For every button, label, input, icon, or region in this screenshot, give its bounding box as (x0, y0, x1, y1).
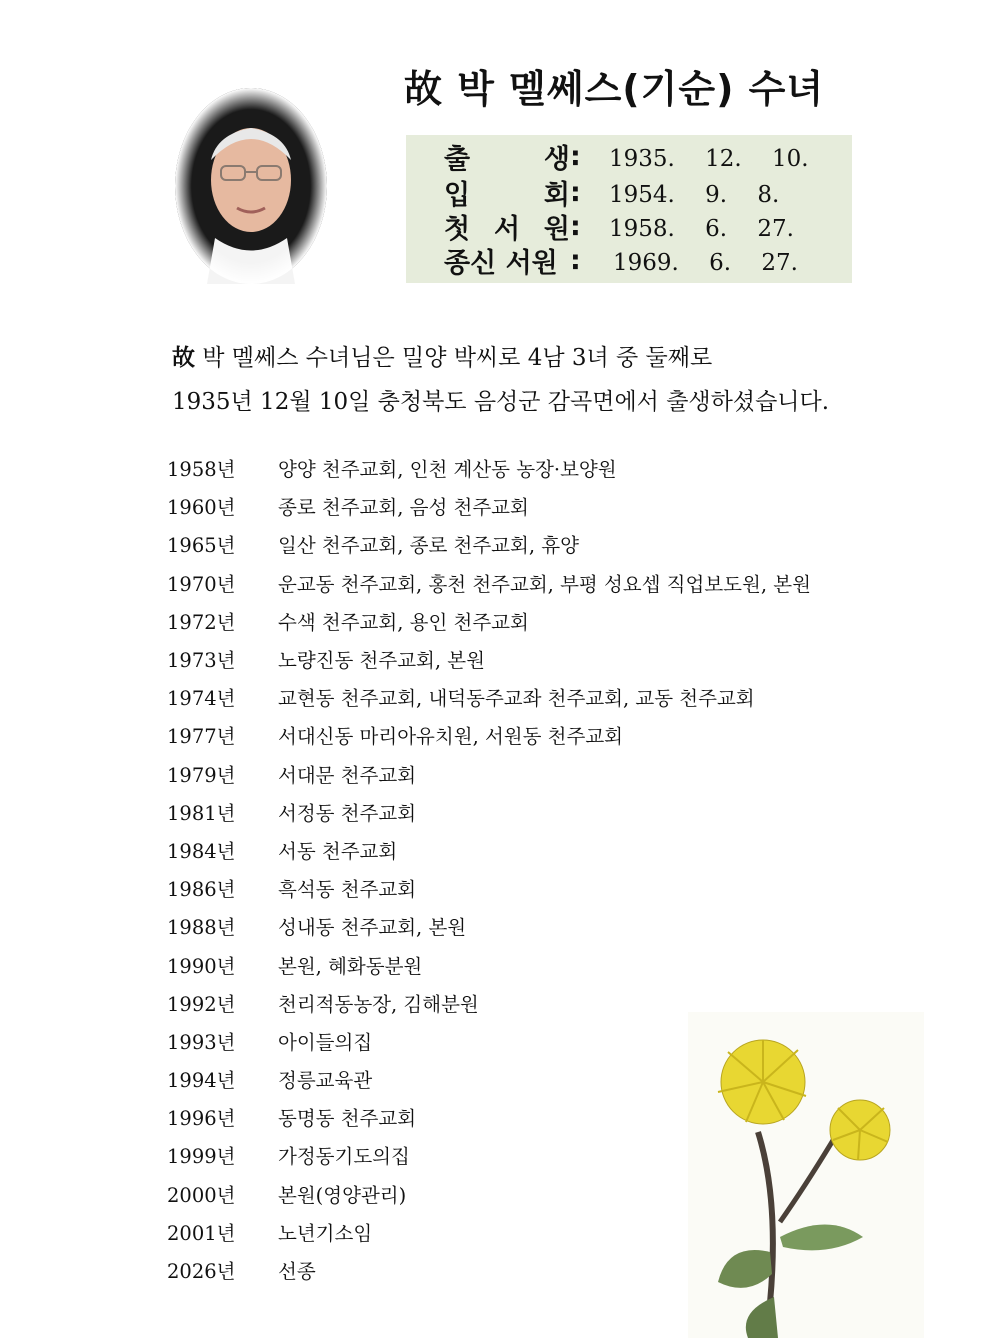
vows-info-box (406, 135, 852, 283)
info-label: 종신 서원 (444, 247, 558, 279)
timeline-year: 1984년 (167, 839, 236, 863)
timeline-assignment: 노량진동 천주교회, 본원 (278, 649, 485, 673)
timeline-assignment: 가정동기도의집 (278, 1145, 410, 1169)
info-label: 입 회 (444, 179, 570, 211)
timeline-assignment: 종로 천주교회, 음성 천주교회 (278, 496, 529, 520)
timeline-row (167, 449, 967, 487)
info-row-birth (406, 139, 852, 173)
info-label: 첫 서 원 (444, 213, 570, 245)
timeline-row (167, 907, 967, 945)
info-label: 출 생 (444, 143, 570, 175)
timeline-assignment: 양양 천주교회, 인천 계산동 농장·보양원 (278, 458, 617, 482)
chrysanthemum-illustration (688, 1012, 924, 1338)
timeline-assignment: 선종 (278, 1260, 316, 1284)
timeline-year: 1990년 (167, 954, 236, 978)
timeline-assignment: 운교동 천주교회, 홍천 천주교회, 부평 성요셉 직업보도원, 본원 (278, 572, 811, 596)
timeline-year: 1974년 (167, 687, 236, 711)
intro-line-2: 1935년 12월 10일 충청북도 음성군 감곡면에서 출생하셨습니다. (172, 389, 830, 415)
timeline-year: 1992년 (167, 992, 236, 1016)
timeline-row (167, 793, 967, 831)
timeline-assignment: 서대문 천주교회 (278, 763, 417, 787)
intro-line-1-text: 박 멜쎄스 수녀님은 밀양 박씨로 4남 3녀 중 둘째로 (195, 345, 713, 371)
info-row-first-vows (406, 209, 852, 243)
timeline-assignment: 아이들의집 (278, 1030, 373, 1054)
timeline-assignment: 동명동 천주교회 (278, 1107, 417, 1131)
timeline-year: 1981년 (167, 801, 236, 825)
timeline-year: 1994년 (167, 1069, 236, 1093)
timeline-year: 1988년 (167, 916, 236, 940)
timeline-row (167, 869, 967, 907)
timeline-row (167, 831, 967, 869)
timeline-assignment: 서동 천주교회 (278, 839, 398, 863)
timeline-year: 1970년 (167, 572, 236, 596)
info-row-final-vows (406, 243, 852, 277)
timeline-row (167, 525, 967, 563)
info-row-entry (406, 175, 852, 209)
portrait-photo (175, 88, 327, 284)
info-colon: : (570, 244, 581, 276)
timeline-year: 1986년 (167, 878, 236, 902)
timeline-assignment: 흑석동 천주교회 (278, 878, 417, 902)
page-title: 故 박 멜쎄스(기순) 수녀 (404, 67, 825, 111)
timeline-assignment: 서대신동 마리아유치원, 서원동 천주교회 (278, 725, 624, 749)
timeline-year: 1965년 (167, 534, 236, 558)
info-date: 1935. 12. 10. (609, 145, 809, 172)
timeline-year: 1993년 (167, 1030, 236, 1054)
intro-prefix: 故 (172, 344, 195, 371)
timeline-assignment: 본원(영양관리) (278, 1183, 407, 1207)
timeline-assignment: 노년기소임 (278, 1221, 373, 1245)
timeline-year: 2026년 (167, 1260, 236, 1284)
timeline-row (167, 755, 967, 793)
timeline-assignment: 수색 천주교회, 용인 천주교회 (278, 610, 529, 634)
timeline-row (167, 945, 967, 983)
timeline-year: 1999년 (167, 1145, 236, 1169)
timeline-row (167, 602, 967, 640)
timeline-assignment: 일산 천주교회, 종로 천주교회, 휴양 (278, 534, 579, 558)
timeline-assignment: 본원, 혜화동분원 (278, 954, 423, 978)
info-date: 1969. 6. 27. (613, 249, 798, 276)
timeline-assignment: 천리적동농장, 김해분원 (278, 992, 479, 1016)
timeline-year: 1960년 (167, 496, 236, 520)
info-colon: : (570, 176, 581, 208)
intro-line-1 (172, 336, 952, 380)
timeline-row (167, 640, 967, 678)
timeline-assignment: 서정동 천주교회 (278, 801, 417, 825)
timeline-assignment: 교현동 천주교회, 내덕동주교좌 천주교회, 교동 천주교회 (278, 687, 755, 711)
info-colon: : (570, 210, 581, 242)
info-date: 1958. 6. 27. (609, 215, 794, 242)
timeline-row (167, 564, 967, 602)
intro-paragraph (172, 336, 952, 424)
timeline-row (167, 487, 967, 525)
timeline-year: 1972년 (167, 610, 236, 634)
timeline-year: 1996년 (167, 1107, 236, 1131)
timeline-year: 1979년 (167, 763, 236, 787)
info-date: 1954. 9. 8. (609, 181, 780, 208)
info-colon: : (570, 140, 581, 172)
timeline-assignment: 정릉교육관 (278, 1069, 373, 1093)
timeline-year: 2001년 (167, 1221, 236, 1245)
timeline-row (167, 678, 967, 716)
timeline-row (167, 716, 967, 754)
timeline-year: 1958년 (167, 458, 236, 482)
timeline-year: 1973년 (167, 649, 236, 673)
timeline-year: 1977년 (167, 725, 236, 749)
timeline-assignment: 성내동 천주교회, 본원 (278, 916, 467, 940)
timeline-year: 2000년 (167, 1183, 236, 1207)
